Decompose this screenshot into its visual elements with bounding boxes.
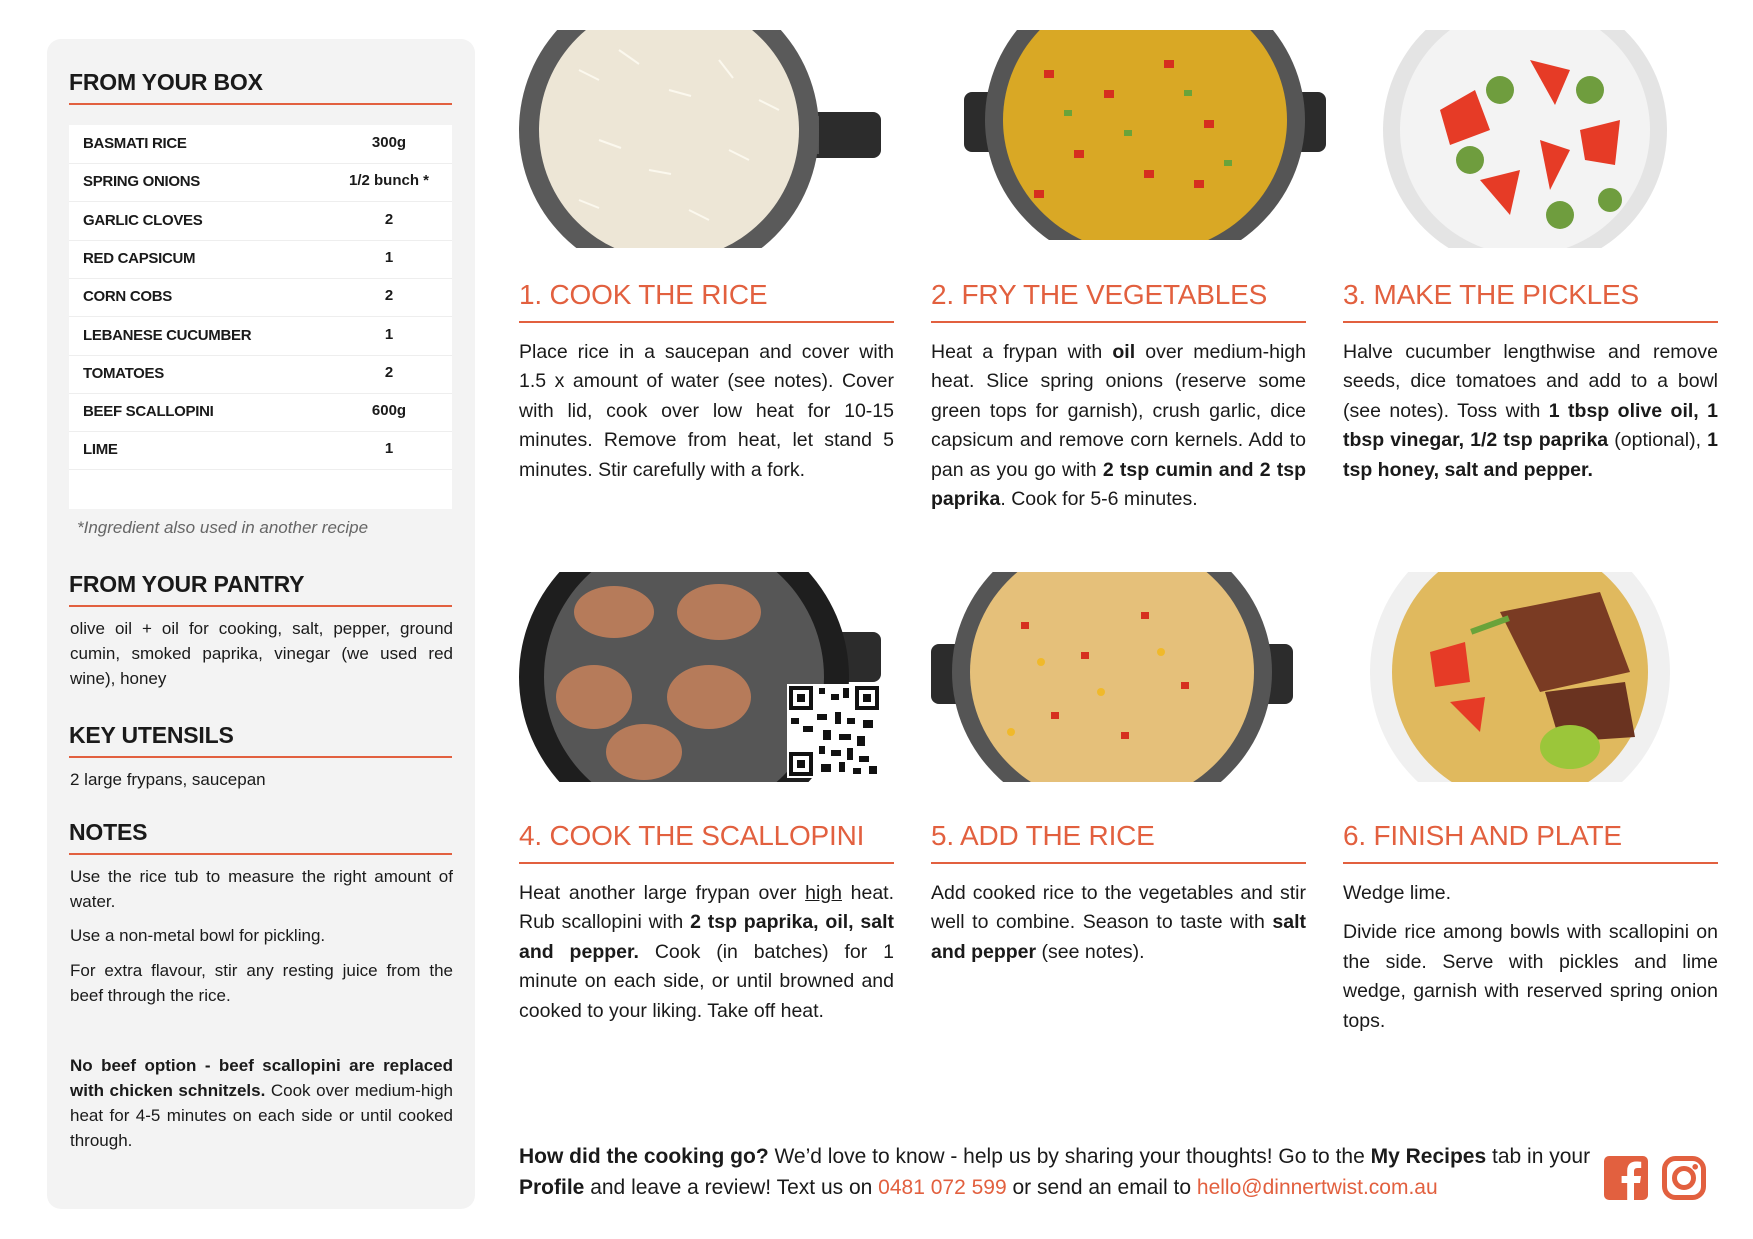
step-4-text-run: Cook (in batches) for 1 minute on each side, or until browned and cooked to your liking. Take off heat. <box>519 940 894 1022</box>
step-4-text-run: high <box>805 882 842 904</box>
ingredient-name: GARLIC CLOVES <box>83 211 203 229</box>
step-4-text-run: heat. Rub scallopini with <box>519 882 894 934</box>
step-3-body <box>1343 338 1718 485</box>
step-2-text-run: over medium-high heat. Slice spring onions (reserve some green tops for garnish), crush garlic, dice capsicum and remove corn kernels. Add to pan as you go with <box>931 341 1306 481</box>
photo-cooked-rice <box>519 30 881 248</box>
note-2: Use a non-metal bowl for pickling. <box>70 926 326 945</box>
step-6-paragraph-1: Wedge lime. <box>1343 882 1452 904</box>
step-1-text-run: Place rice in a saucepan and cover with 1.5 x amount of water (see notes). Cover with lid, cook over low heat for 10-15 minutes. Remove from heat, let stand 5 minutes. Stir carefully with a fork. <box>519 341 894 481</box>
box-title-rule <box>69 103 452 105</box>
ingredient-quantity: 300g <box>371 134 407 151</box>
ingredient-row <box>69 278 452 317</box>
note-4-rest: Cook over medium-high heat for 4-5 minutes on each side or until cooked through. <box>70 1081 453 1150</box>
feedback-part-4: or send an email to <box>1006 1176 1197 1199</box>
step-4-title: 4. COOK THE SCALLOPINI <box>519 820 865 851</box>
ingredient-quantity: 2 <box>384 210 394 228</box>
ingredient-name: SPRING ONIONS <box>83 173 200 191</box>
ingredient-quantity: 1/2 bunch * <box>348 172 430 190</box>
email-link[interactable]: hello@dinnertwist.com.au <box>1196 1176 1438 1199</box>
note-1: Use the rice tub to measure the right amount of water. <box>70 867 453 911</box>
ingredient-quantity: 2 <box>384 287 394 305</box>
step-1-body <box>519 338 894 485</box>
step-4-text-run: 2 tsp paprika, oil, salt and pepper. <box>519 911 894 963</box>
facebook-icon[interactable] <box>1604 1156 1648 1200</box>
feedback-part-3: and leave a review! Text us on <box>584 1176 879 1199</box>
utensils-text: 2 large frypans, saucepan <box>70 770 266 789</box>
pickles-image <box>1380 30 1670 248</box>
step-3-text-run: 1 tsp honey, salt and pepper. <box>1343 429 1718 481</box>
step-4-rule <box>519 862 894 864</box>
fried-vegetables-image <box>964 30 1326 240</box>
ingredient-name: LIME <box>83 441 118 459</box>
ingredient-name: BEEF SCALLOPINI <box>83 403 214 421</box>
ingredient-row <box>69 163 452 202</box>
step-6-body <box>1343 879 1718 1046</box>
utensils-title-rule <box>69 756 452 758</box>
qr-code[interactable] <box>787 684 881 778</box>
ingredient-row <box>69 125 452 164</box>
pantry-text: olive oil + oil for cooking, salt, pepper, ground cumin, smoked paprika, vinegar (we used red wine), honey <box>70 619 453 688</box>
photo-pickles <box>1380 30 1670 248</box>
ingredient-table <box>69 125 452 509</box>
step-2-title: 2. FRY THE VEGETABLES <box>931 279 1268 310</box>
ingredient-quantity: 2 <box>384 363 394 381</box>
step-5-title: 5. ADD THE RICE <box>931 820 1155 851</box>
utensils-title: KEY UTENSILS <box>69 722 234 748</box>
notes-title: NOTES <box>69 819 148 845</box>
photo-finished-plate <box>1370 572 1675 782</box>
note-4 <box>70 1053 453 1153</box>
step-5-body <box>931 879 1306 967</box>
ingredient-name: RED CAPSICUM <box>83 249 196 267</box>
step-3-title: 3. MAKE THE PICKLES <box>1343 279 1640 310</box>
ingredient-name: BASMATI RICE <box>83 135 187 152</box>
phone-number-link[interactable]: 0481 072 599 <box>878 1176 1007 1199</box>
step-2-text-run: oil <box>1112 341 1136 363</box>
note-3: For extra flavour, stir any resting juice from the beef through the rice. <box>70 961 453 1005</box>
feedback-part-1: We’d love to know - help us by sharing your thoughts! Go to the <box>768 1145 1371 1168</box>
ingredient-row <box>69 202 452 241</box>
step-6-title: 6. FINISH AND PLATE <box>1343 820 1622 851</box>
rice-vegetables-image <box>931 572 1293 782</box>
my-recipes-link: My Recipes <box>1370 1145 1487 1168</box>
notes-title-rule <box>69 853 452 855</box>
ingredient-quantity: 600g <box>371 402 407 420</box>
step-6-rule <box>1343 862 1718 864</box>
ingredient-name: TOMATOES <box>83 364 164 382</box>
step-5-rule <box>931 862 1306 864</box>
feedback-part-2: tab in your <box>1486 1145 1591 1168</box>
profile-link: Profile <box>519 1176 585 1199</box>
instagram-icon[interactable] <box>1662 1156 1706 1200</box>
ingredient-footnote: *Ingredient also used in another recipe <box>77 518 369 537</box>
cooked-rice-image <box>519 30 881 248</box>
ingredient-row <box>69 317 452 356</box>
note-4-bold: No beef option - beef scallopini are replaced with chicken schnitzels. <box>70 1056 453 1100</box>
pantry-title: FROM YOUR PANTRY <box>69 571 305 597</box>
step-2-body <box>931 338 1306 514</box>
pantry-title-rule <box>69 605 452 607</box>
step-3-rule <box>1343 321 1718 323</box>
step-5-text-run: (see notes). <box>1036 940 1145 963</box>
step-2-text-run: Heat a frypan with <box>931 341 1113 363</box>
step-3-text-run: Halve cucumber lengthwise and remove seeds, dice tomatoes and add to a bowl (see notes). Toss with <box>1343 341 1718 422</box>
step-3-text-run: (optional), <box>1608 429 1708 452</box>
step-4-body <box>519 879 894 1026</box>
ingredient-quantity: 1 <box>384 325 394 343</box>
feedback-text <box>519 1141 1594 1203</box>
photo-fried-vegetables <box>964 30 1326 240</box>
ingredient-row <box>69 240 452 279</box>
ingredient-row <box>69 431 452 470</box>
ingredient-quantity: 1 <box>384 440 394 458</box>
step-1-rule <box>519 321 894 323</box>
step-3-text-run: 1 tbsp olive oil, 1 tbsp vinegar, 1/2 tsp paprika <box>1343 399 1719 452</box>
feedback-question: How did the cooking go? <box>519 1145 769 1168</box>
step-2-text-run: . Cook for 5-6 minutes. <box>1000 488 1198 511</box>
step-2-text-run: 2 tsp cumin and 2 tsp paprika <box>931 458 1306 511</box>
step-1-title: 1. COOK THE RICE <box>519 279 768 310</box>
photo-scallopini <box>519 572 881 782</box>
ingredient-row <box>69 393 452 432</box>
finished-plate-image <box>1370 572 1675 782</box>
box-title: FROM YOUR BOX <box>69 69 263 95</box>
ingredient-quantity: 1 <box>384 248 394 266</box>
step-2-rule <box>931 321 1306 323</box>
step-5-text-run: salt and pepper <box>931 911 1306 963</box>
step-5-text-run: Add cooked rice to the vegetables and stir well to combine. Season to taste with <box>931 882 1306 934</box>
step-6-paragraph-2: Divide rice among bowls with scallopini on the side. Serve with pickles and lime wedge, garnish with reserved spring onion tops. <box>1343 921 1718 1032</box>
ingredient-row <box>69 355 452 394</box>
step-4-text-run: Heat another large frypan over <box>519 882 806 904</box>
ingredient-name: LEBANESE CUCUMBER <box>83 326 252 344</box>
sidebar <box>47 39 475 1209</box>
photo-rice-vegetables <box>931 572 1293 782</box>
ingredient-name: CORN COBS <box>83 288 172 306</box>
